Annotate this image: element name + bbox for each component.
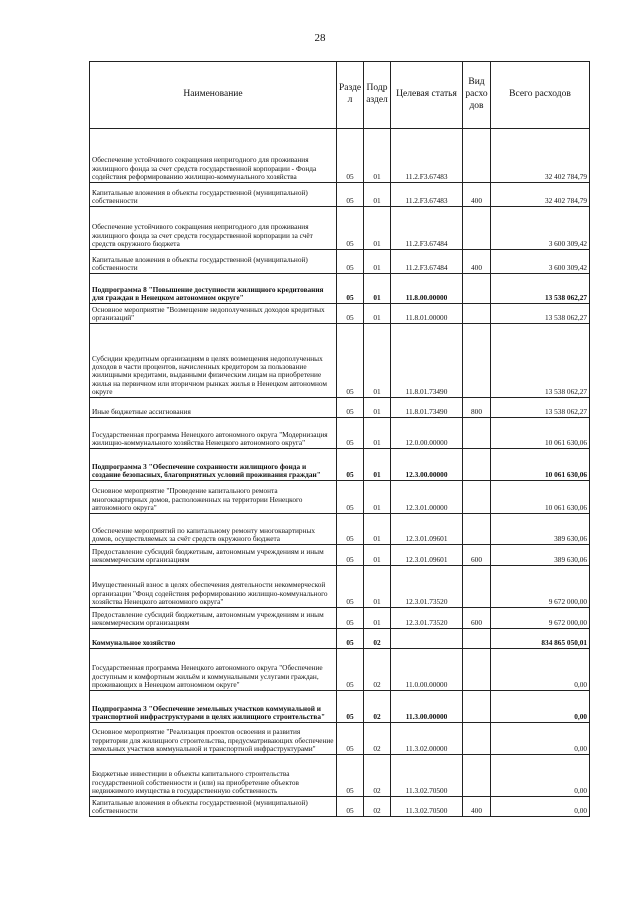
- row-name: Государственная программа Ненецкого автономного округа "Модернизация жилищно-коммунального хозяйства Ненецкого автономного округа": [90, 418, 337, 449]
- table-row: [90, 324, 590, 398]
- row-subsection: 01: [364, 566, 391, 608]
- row-subsection: 01: [364, 398, 391, 418]
- row-name: Коммунальное хозяйство: [90, 629, 337, 649]
- row-expense-type: [463, 723, 491, 755]
- row-target-item: 12.3.01.73520: [391, 566, 463, 608]
- row-name: Основное мероприятие "Проведение капитального ремонта многоквартирных домов, расположенных на территории Ненецкого автономного округа": [90, 481, 337, 514]
- row-target-item: 11.8.01.00000: [391, 304, 463, 324]
- row-total: 13 538 062,27: [491, 274, 590, 304]
- row-target-item: 11.2.F3.67484: [391, 207, 463, 250]
- row-name: Обеспечение устойчивого сокращения непригодного для проживания жилищного фонда за счет средств государственной корпорации за счёт средств окружного бюджета: [90, 207, 337, 250]
- row-expense-type: [463, 207, 491, 250]
- table-row: [90, 755, 590, 797]
- table-row: [90, 514, 590, 545]
- row-section: 05: [337, 514, 364, 545]
- row-total: 0,00: [491, 723, 590, 755]
- row-expense-type: 800: [463, 398, 491, 418]
- row-total: 834 865 050,01: [491, 629, 590, 649]
- row-expense-type: [463, 418, 491, 449]
- row-expense-type: [463, 649, 491, 691]
- table-row: [90, 629, 590, 649]
- row-total: 13 538 062,27: [491, 304, 590, 324]
- row-section: 05: [337, 691, 364, 723]
- row-section: 05: [337, 755, 364, 797]
- row-subsection: 01: [364, 274, 391, 304]
- row-subsection: 01: [364, 250, 391, 274]
- row-name: Имущественный взнос в целях обеспечения деятельности некоммерческой организации "Фонд содействия реформированию жилищно-коммунального хозяйства Ненецкого автономного округа": [90, 566, 337, 608]
- table-row: [90, 304, 590, 324]
- row-target-item: [391, 629, 463, 649]
- row-subsection: 02: [364, 629, 391, 649]
- row-section: 05: [337, 449, 364, 481]
- table-row: [90, 207, 590, 250]
- row-target-item: 11.8.01.73490: [391, 324, 463, 398]
- header-target-item: Целевая статья: [391, 62, 463, 129]
- row-expense-type: [463, 629, 491, 649]
- row-target-item: 12.3.01.00000: [391, 481, 463, 514]
- row-total: 389 630,06: [491, 514, 590, 545]
- row-total: 10 061 630,06: [491, 449, 590, 481]
- row-total: 389 630,06: [491, 545, 590, 566]
- row-expense-type: [463, 324, 491, 398]
- row-name: Капитальные вложения в объекты государственной (муниципальной) собственности: [90, 797, 337, 817]
- row-name: Иные бюджетные ассигнования: [90, 398, 337, 418]
- row-total: 0,00: [491, 797, 590, 817]
- row-subsection: 01: [364, 304, 391, 324]
- row-section: 05: [337, 723, 364, 755]
- row-total: 3 600 309,42: [491, 250, 590, 274]
- table-row: [90, 566, 590, 608]
- row-subsection: 01: [364, 514, 391, 545]
- row-total: 0,00: [491, 691, 590, 723]
- row-name: Обеспечение мероприятий по капитальному ремонту многоквартирных домов, осуществляемых за счёт средств окружного бюджета: [90, 514, 337, 545]
- row-section: 05: [337, 183, 364, 207]
- row-section: 05: [337, 324, 364, 398]
- row-target-item: 11.2.F3.67484: [391, 250, 463, 274]
- table-row: [90, 545, 590, 566]
- header-section: Разде л: [337, 62, 364, 129]
- table-header-row: [90, 62, 590, 129]
- row-expense-type: [463, 481, 491, 514]
- row-name: Субсидии кредитным организациям в целях возмещения недополученных доходов в части процентов, начисленных кредитором за пользование жилищными кредитами, выданными физическим лицам на приобретение жилья на первичном или вторичном рынках жилья в Ненецком автономном округе: [90, 324, 337, 398]
- table-row: [90, 691, 590, 723]
- row-expense-type: [463, 691, 491, 723]
- header-name: Наименование: [90, 62, 337, 129]
- row-total: 9 672 000,00: [491, 566, 590, 608]
- row-expense-type: [463, 129, 491, 183]
- row-name: Капитальные вложения в объекты государственной (муниципальной) собственности: [90, 183, 337, 207]
- row-subsection: 01: [364, 324, 391, 398]
- row-total: 0,00: [491, 649, 590, 691]
- row-subsection: 01: [364, 207, 391, 250]
- row-expense-type: [463, 566, 491, 608]
- row-section: 05: [337, 608, 364, 629]
- row-target-item: 12.3.00.00000: [391, 449, 463, 481]
- row-expense-type: 400: [463, 250, 491, 274]
- row-total: 32 402 784,79: [491, 129, 590, 183]
- row-target-item: 11.8.00.00000: [391, 274, 463, 304]
- row-expense-type: 600: [463, 545, 491, 566]
- row-section: 05: [337, 545, 364, 566]
- row-total: 9 672 000,00: [491, 608, 590, 629]
- row-expense-type: [463, 514, 491, 545]
- row-section: 05: [337, 649, 364, 691]
- row-subsection: 01: [364, 418, 391, 449]
- row-subsection: 01: [364, 449, 391, 481]
- row-total: 0,00: [491, 755, 590, 797]
- row-name: Предоставление субсидий бюджетным, автономным учреждениям и иным некоммерческим организациям: [90, 608, 337, 629]
- row-expense-type: 600: [463, 608, 491, 629]
- row-name: Бюджетные инвестиции в объекты капитального строительства государственной собственности и (или) на приобретение объектов недвижимого имущества в государственную собственность: [90, 755, 337, 797]
- row-target-item: 11.8.01.73490: [391, 398, 463, 418]
- row-subsection: 01: [364, 183, 391, 207]
- table-row: [90, 797, 590, 817]
- table-row: [90, 608, 590, 629]
- table-row: [90, 449, 590, 481]
- row-section: 05: [337, 250, 364, 274]
- row-name: Подпрограмма 3 "Обеспечение земельных участков коммунальной и транспортной инфраструктурами в целях жилищного строительства": [90, 691, 337, 723]
- row-section: 05: [337, 629, 364, 649]
- row-total: 13 538 062,27: [491, 324, 590, 398]
- row-subsection: 01: [364, 608, 391, 629]
- table-row: [90, 481, 590, 514]
- row-section: 05: [337, 207, 364, 250]
- row-name: Капитальные вложения в объекты государственной (муниципальной) собственности: [90, 250, 337, 274]
- table-row: [90, 723, 590, 755]
- row-section: 05: [337, 304, 364, 324]
- header-total: Всего расходов: [491, 62, 590, 129]
- row-section: 05: [337, 418, 364, 449]
- row-section: 05: [337, 398, 364, 418]
- row-section: 05: [337, 566, 364, 608]
- row-section: 05: [337, 797, 364, 817]
- row-subsection: 02: [364, 797, 391, 817]
- row-total: 10 061 630,06: [491, 418, 590, 449]
- row-name: Государственная программа Ненецкого автономного округа "Обеспечение доступным и комфортным жильём и коммунальными услугами граждан, проживающих в Ненецком автономном округе": [90, 649, 337, 691]
- row-expense-type: 400: [463, 183, 491, 207]
- table-body: [90, 129, 590, 817]
- row-subsection: 02: [364, 755, 391, 797]
- row-total: 13 538 062,27: [491, 398, 590, 418]
- row-subsection: 02: [364, 691, 391, 723]
- row-section: 05: [337, 129, 364, 183]
- row-total: 32 402 784,79: [491, 183, 590, 207]
- row-subsection: 01: [364, 545, 391, 566]
- row-target-item: 12.3.01.73520: [391, 608, 463, 629]
- row-subsection: 01: [364, 481, 391, 514]
- row-target-item: 11.3.02.00000: [391, 723, 463, 755]
- table-row: [90, 398, 590, 418]
- row-section: 05: [337, 274, 364, 304]
- row-target-item: 12.3.01.09601: [391, 514, 463, 545]
- row-target-item: 11.2.F3.67483: [391, 183, 463, 207]
- row-name: Обеспечение устойчивого сокращения непригодного для проживания жилищного фонда за счет средств государственной корпорации - Фонда содействия реформированию жилищно-коммунального хозяйства: [90, 129, 337, 183]
- table-row: [90, 183, 590, 207]
- header-expense-type: Вид расхо дов: [463, 62, 491, 129]
- row-target-item: 11.3.02.70500: [391, 755, 463, 797]
- row-name: Основное мероприятие "Реализация проектов освоения и развития территории для жилищного строительства, предусматривающих обеспечение земельных участков коммунальной и транспортной инфраструктурами": [90, 723, 337, 755]
- row-target-item: 11.0.00.00000: [391, 649, 463, 691]
- row-name: Подпрограмма 8 "Повышение доступности жилищного кредитования для граждан в Ненецком автономном округе": [90, 274, 337, 304]
- table-row: [90, 649, 590, 691]
- row-subsection: 02: [364, 649, 391, 691]
- row-expense-type: [463, 449, 491, 481]
- row-expense-type: [463, 274, 491, 304]
- row-target-item: 11.3.00.00000: [391, 691, 463, 723]
- row-target-item: 12.3.01.09601: [391, 545, 463, 566]
- row-expense-type: [463, 304, 491, 324]
- row-total: 3 600 309,42: [491, 207, 590, 250]
- row-expense-type: [463, 755, 491, 797]
- budget-table: [89, 61, 590, 817]
- row-total: 10 061 630,06: [491, 481, 590, 514]
- row-expense-type: 400: [463, 797, 491, 817]
- table-row: [90, 418, 590, 449]
- table-row: [90, 250, 590, 274]
- table-row: [90, 129, 590, 183]
- header-subsection: Подр аздел: [364, 62, 391, 129]
- row-target-item: 11.3.02.70500: [391, 797, 463, 817]
- row-subsection: 01: [364, 129, 391, 183]
- row-section: 05: [337, 481, 364, 514]
- row-subsection: 02: [364, 723, 391, 755]
- row-name: Основное мероприятие "Возмещение недополученных доходов кредитных организаций": [90, 304, 337, 324]
- row-name: Подпрограмма 3 "Обеспечение сохранности жилищного фонда и создание безопасных, благоприятных условий проживания граждан": [90, 449, 337, 481]
- row-target-item: 11.2.F3.67483: [391, 129, 463, 183]
- row-name: Предоставление субсидий бюджетным, автономным учреждениям и иным некоммерческим организациям: [90, 545, 337, 566]
- table-row: [90, 274, 590, 304]
- page-number: 28: [314, 32, 326, 44]
- row-target-item: 12.0.00.00000: [391, 418, 463, 449]
